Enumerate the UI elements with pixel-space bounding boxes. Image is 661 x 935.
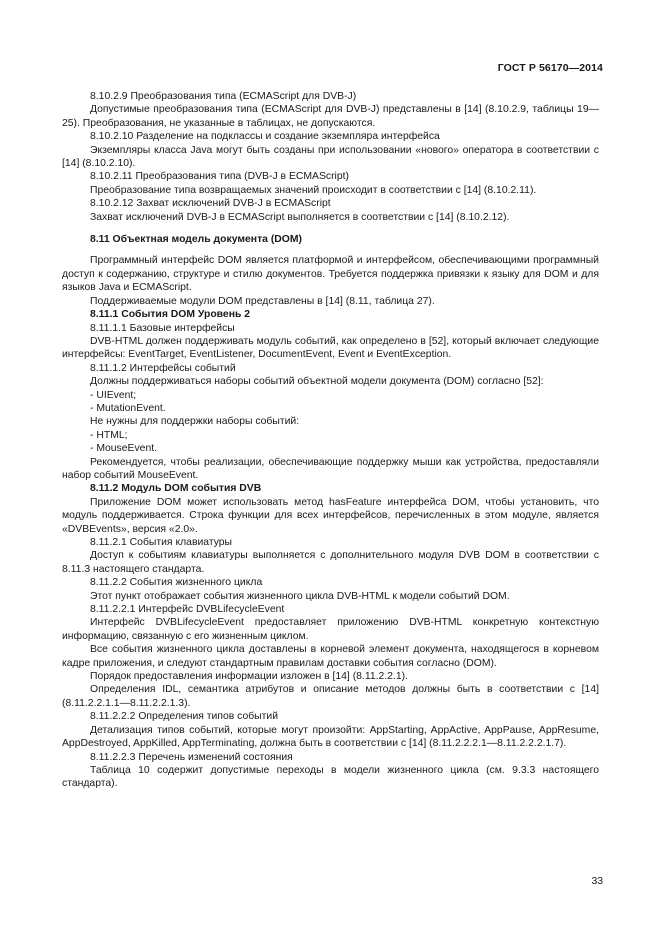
body-paragraph: Интерфейс DVBLifecycleEvent предоставляет приложению DVB-HTML конкретную контекстную информацию, связанную с его жизненным циклом. (62, 617, 599, 642)
subsection-heading: 8.11.2.1 События клавиатуры (90, 537, 233, 548)
body-paragraph: Приложение DOM может использовать метод hasFeature интерфейса DOM, чтобы установить, что модуль поддерживается. Строка функции для всех интерфейсов, перечисленных в этом модуле, является «DVBEvents», версия «2.0». (62, 496, 599, 535)
body-paragraph: Не нужны для поддержки наборы событий: (90, 416, 300, 428)
subsection-heading: 8.11.1.1 Базовые интерфейсы (90, 322, 235, 334)
list-item: - UIEvent; (90, 389, 137, 401)
body-paragraph: Определения IDL, семантика атрибутов и описание методов должны быть в соответствии с [14] (8.11.2.2.1.1—8.11.2.2.1.3). (62, 684, 599, 709)
body-paragraph: Детализация типов событий, которые могут произойти: AppStarting, AppActive, AppPause, AppResume, AppDestroyed, AppKilled, AppTerminating, должна быть в соответствии с [14] (8.11.2.2.2.1—8.11.2.2.2.1.7). (62, 724, 599, 750)
body-paragraph: Должны поддерживаться наборы событий объектной модели документа (DOM) согласно [52]: (90, 376, 544, 388)
body-paragraph: DVB-HTML должен поддерживать модуль событий, как определено в [52], который включает следующие интерфейсы: EventTarget, EventListener, DocumentEvent, Event и EventException. (62, 335, 599, 361)
subsection-heading: 8.10.2.12 Захват исключений DVB-J в ECMAScript (90, 198, 331, 210)
subsection-heading: 8.11.2.2.2 Определения типов событий (90, 711, 279, 723)
list-item: - MutationEvent. (90, 402, 166, 414)
body-paragraph: Рекомендуется, чтобы реализации, обеспечивающие поддержку мыши как устройства, предоставляли набор событий MouseEvent. (62, 456, 599, 481)
subsection-heading-bold: 8.11.2 Модуль DOM события DVB (90, 483, 262, 495)
subsection-heading: 8.11.2.2.3 Перечень изменений состояния (90, 751, 293, 763)
list-item: - MouseEvent. (90, 443, 157, 455)
body-paragraph: Преобразование типа возвращаемых значений происходит в соответствии с [14] (8.10.2.11). (90, 184, 537, 196)
body-paragraph: Все события жизненного цикла доставлены в корневой элемент документа, находящегося в корневом кадре приложения, и следуют стандартным правилам доставки события согласно (DOM). (62, 644, 599, 669)
standard-header: ГОСТ Р 56170—2014 (497, 62, 603, 74)
subsection-heading: 8.10.2.11 Преобразования типа (DVB-J в ECMAScript) (90, 171, 349, 183)
page-number: 33 (591, 876, 603, 887)
list-item: - HTML; (90, 429, 128, 441)
body-paragraph: Порядок предоставления информации изложен в [14] (8.11.2.2.1). (90, 671, 408, 683)
body-paragraph: Допустимые преобразования типа (ECMAScript для DVB-J) представлены в [14] (8.10.2.9, таблицы 19—25). Преобразования, не указанные в таблицах, не допускаются. (62, 104, 599, 129)
document-body (62, 90, 599, 791)
body-paragraph: Программный интерфейс DOM является платформой и интерфейсом, обеспечивающими программный доступ к содержанию, структуре и стилю документов. Требуется поддержка привязки к языку для DOM и для языков Java и ECMAScript. (62, 255, 599, 294)
body-paragraph: Этот пункт отображает события жизненного цикла DVB-HTML к модели событий DOM. (90, 590, 510, 602)
body-paragraph: Поддерживаемые модули DOM представлены в [14] (8.11, таблица 27). (90, 295, 435, 307)
body-paragraph: Таблица 10 содержит допустимые переходы в модели жизненного цикла (см. 9.3.3 настоящего стандарта). (62, 764, 599, 790)
body-paragraph: Доступ к событиям клавиатуры выполняется с дополнительного модуля DVB DOM в соответствии с 8.11.3 настоящего стандарта. (62, 550, 599, 575)
subsection-heading-bold: 8.11.1 События DOM Уровень 2 (90, 309, 251, 321)
subsection-heading: 8.10.2.9 Преобразования типа (ECMAScript для DVB-J) (90, 91, 357, 102)
body-paragraph: Захват исключений DVB-J в ECMAScript выполняется в соответствии с [14] (8.10.2.12). (90, 211, 510, 223)
body-paragraph: Экземпляры класса Java могут быть созданы при использовании «нового» оператора в соответствии с [14] (8.10.2.10). (62, 144, 599, 170)
subsection-heading: 8.11.2.2 События жизненного цикла (90, 577, 263, 589)
subsection-heading: 8.10.2.10 Разделение на подклассы и создание экземпляра интерфейса (90, 131, 440, 143)
section-heading: 8.11 Объектная модель документа (DOM) (90, 234, 302, 246)
subsection-heading: 8.11.2.2.1 Интерфейс DVBLifecycleEvent (90, 604, 285, 616)
subsection-heading: 8.11.1.2 Интерфейсы событий (90, 362, 236, 374)
